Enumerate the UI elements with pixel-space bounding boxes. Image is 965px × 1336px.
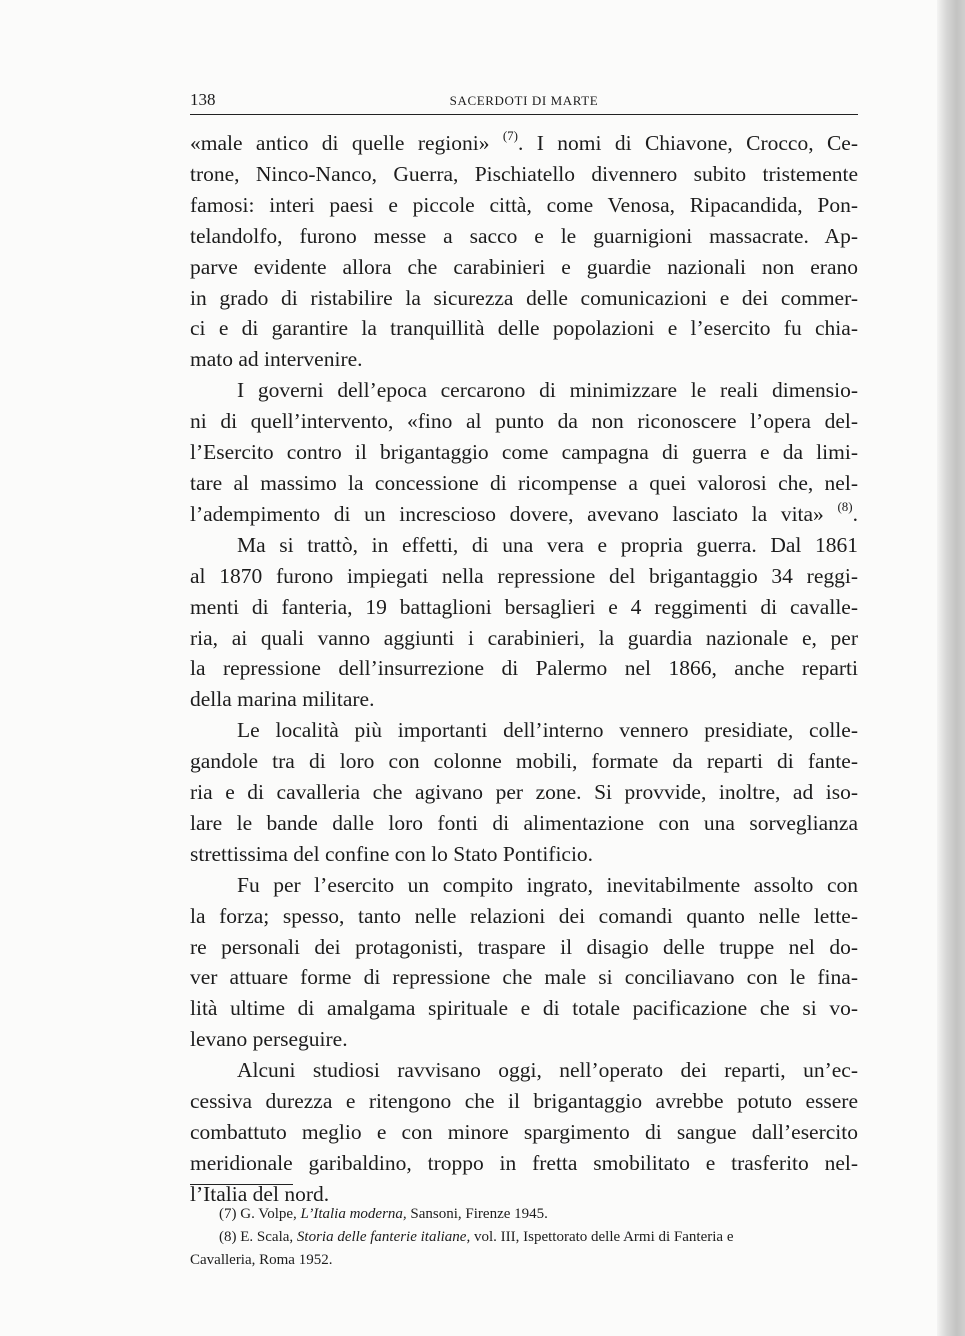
note-reference: (7): [502, 127, 519, 143]
page-gutter-shadow: [937, 0, 965, 1336]
paragraph-start: Le località più importanti dell’interno vennero presidiate, colle-: [237, 718, 858, 743]
text-line: meridionale garibaldino, troppo in fretta smobilitato e trasferito nel-: [190, 1150, 858, 1175]
text-line: l’Esercito contro il brigantaggio come campagna di guerra e da limi-: [190, 440, 858, 465]
body-text: [190, 128, 858, 1210]
text-line: ver attuare forme di repressione che male si conciliavano con le fina-: [190, 965, 858, 990]
paragraph-start: Ma si trattò, in effetti, di una vera e propria guerra. Dal 1861: [237, 532, 858, 557]
page-header: [190, 90, 858, 115]
text-line: levano perseguire.: [190, 1027, 348, 1052]
paragraph-start: Fu per l’esercito un compito ingrato, inevitabilmente assolto con: [237, 872, 858, 897]
paragraph-start: Alcuni studiosi ravvisano oggi, nell’operato dei reparti, un’ec-: [237, 1058, 858, 1083]
text-line: al 1870 furono impiegati nella repressione del brigantaggio 34 reggi-: [190, 563, 858, 588]
footnote-7: [190, 1203, 858, 1226]
text-line: mato ad intervenire.: [190, 347, 363, 372]
footnote-publication: Sansoni, Firenze 1945.: [410, 1206, 548, 1222]
running-head: SACERDOTI DI MARTE: [449, 93, 599, 108]
footnote-publication: vol. III, Ispettorato delle Armi di Fanteria e: [473, 1229, 734, 1245]
footnote-separator: [190, 1184, 293, 1185]
page-number: 138: [190, 90, 216, 109]
text-line: ni di quell’intervento, «fino al punto da non riconoscere l’opera del-: [190, 409, 858, 434]
footnote-author: E. Scala,: [240, 1229, 294, 1245]
text-line: re personali dei protagonisti, traspare il disagio delle truppe nel do-: [190, 934, 858, 959]
text-line: lare le bande dalle loro fonti di alimentazione con una sorveglianza: [190, 810, 858, 835]
text-line: strettissima del confine con lo Stato Pontificio.: [190, 841, 594, 866]
footnote-marker: (8): [219, 1229, 237, 1245]
text-line: ci e di garantire la tranquillità delle popolazioni e l’esercito fu chia-: [190, 316, 858, 341]
text-line: telandolfo, furono messe a sacco e le guarnigioni massacrate. Ap-: [190, 223, 858, 248]
footnotes: [190, 1203, 858, 1272]
footnote-marker: (7): [219, 1206, 237, 1222]
text-line: menti di fanteria, 19 battaglioni bersaglieri e 4 reggimenti di cavalle-: [190, 594, 858, 619]
text-line: ria e di cavalleria che agivano per zone. Si provvide, inoltre, ad iso-: [190, 780, 858, 805]
footnote-author: G. Volpe,: [240, 1206, 297, 1222]
text-line: in grado di ristabilire la sicurezza delle comunicazioni e dei commer-: [190, 285, 858, 310]
footnote-title: L’Italia moderna,: [300, 1206, 407, 1222]
text-line: trone, Ninco-Nanco, Guerra, Pischiatello divennero subito tristemente: [190, 161, 858, 186]
text-line: gandole tra di loro con colonne mobili, formate da reparti di fante-: [190, 749, 858, 774]
text-line: ria, ai quali vanno aggiunti i carabinieri, la guardia nazionale e, per: [190, 625, 858, 650]
text-line: lità ultime di amalgama spirituale e di totale pacificazione che si vo-: [190, 996, 858, 1021]
footnote-title: Storia delle fanterie italiane,: [296, 1229, 471, 1245]
text-line-with-note-8: l’adempimento di un increscioso dovere, avevano lasciato la vita» $^{(8)}$.: [190, 498, 858, 526]
text-line: la repressione dell’insurrezione di Palermo nel 1866, anche reparti: [190, 656, 858, 681]
text-line: l’Italia del nord.: [190, 1181, 330, 1206]
text-line: la forza; spesso, tanto nelle relazioni dei comandi quanto nelle lette-: [190, 903, 858, 928]
text-line-with-note-7: «male antico di quelle regioni» $^{(7)}$. I nomi di Chiavone, Crocco, Ce-: [190, 127, 858, 155]
note-reference: (8): [837, 498, 853, 514]
footnote-8: [190, 1226, 858, 1249]
text-line: della marina militare.: [190, 687, 375, 712]
text-line: parve evidente allora che carabinieri e guardie nazionali non erano: [190, 254, 858, 279]
text-line: cessiva durezza e ritengono che il brigantaggio avrebbe potuto essere: [190, 1089, 858, 1114]
text-line: famosi: interi paesi e piccole città, come Venosa, Ripacandida, Pon-: [190, 192, 858, 217]
text-line: tare al massimo la concessione di ricompense a quei valorosi che, nel-: [190, 470, 858, 495]
paragraph-start: I governi dell’epoca cercarono di minimizzare le reali dimensio-: [237, 378, 858, 403]
footnote-8-continuation: Cavalleria, Roma 1952.: [190, 1252, 333, 1268]
text-line: combattuto meglio e con minore spargimento di sangue dall’esercito: [190, 1120, 858, 1144]
